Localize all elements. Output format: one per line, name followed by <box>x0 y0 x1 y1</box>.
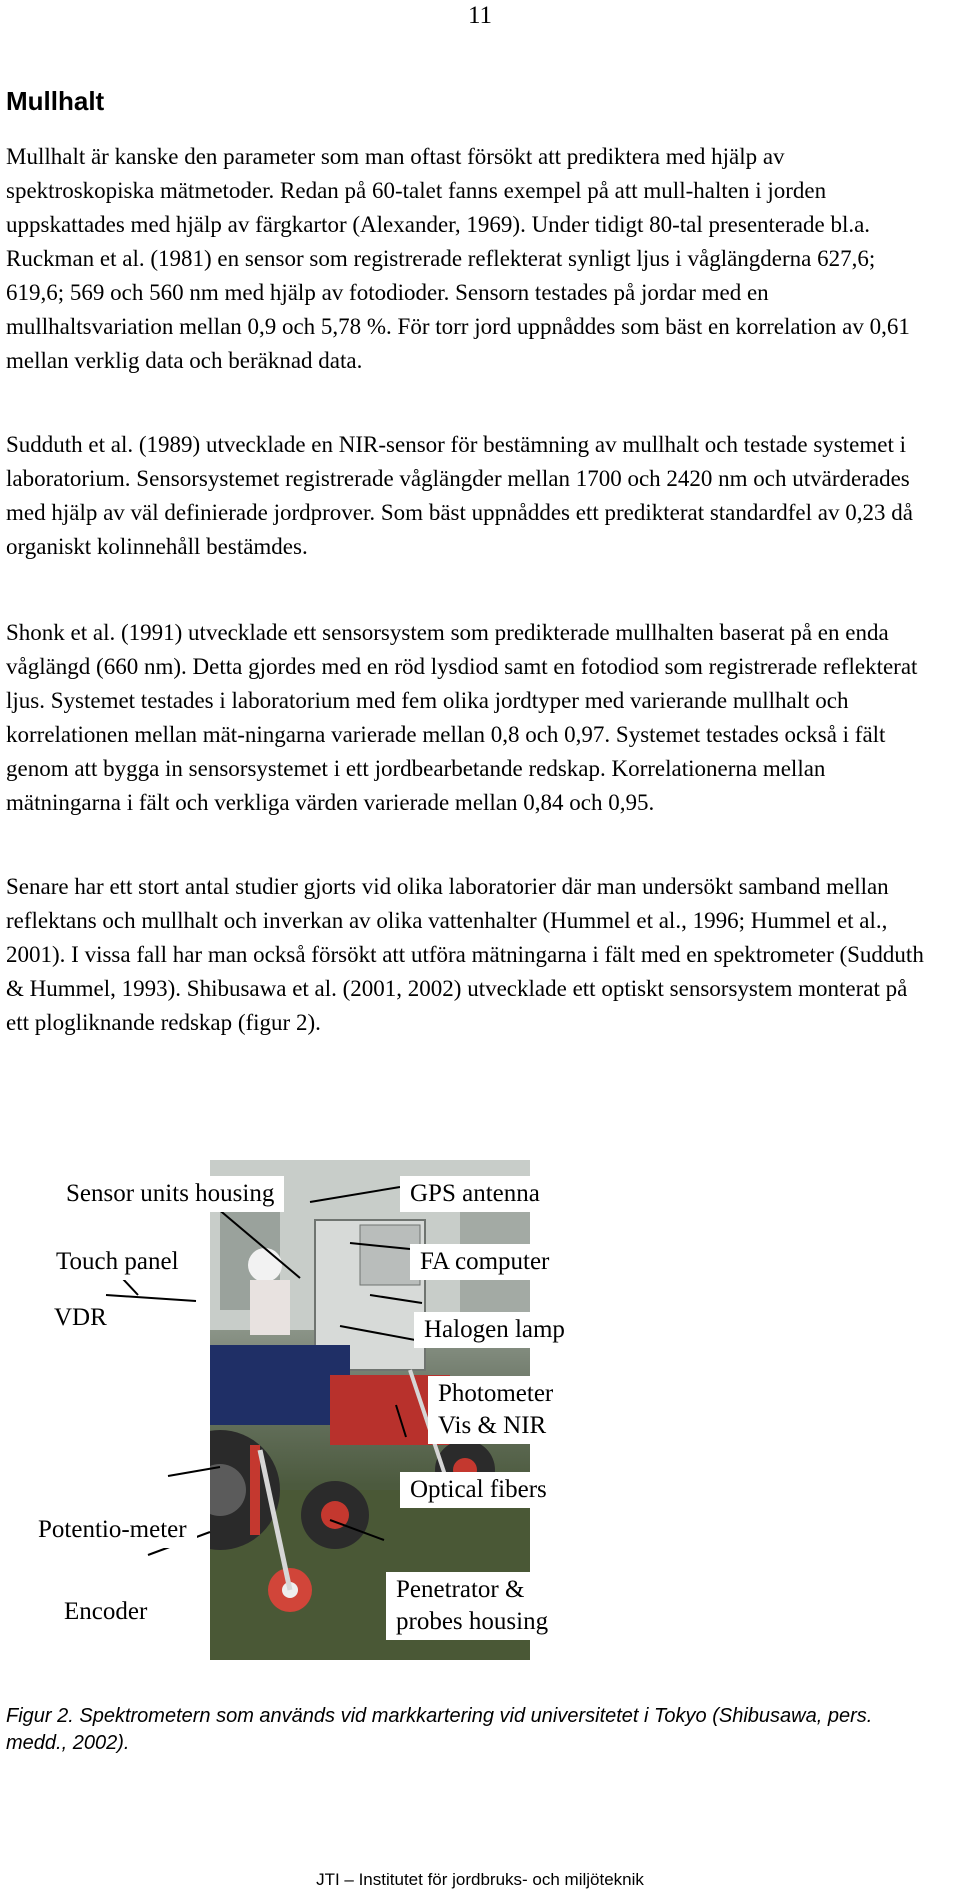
paragraph-3: Shonk et al. (1991) utvecklade ett sensorsystem som predikterade mullhalten baserat på en enda våglängd (660 nm). Detta gjordes med en röd lysdiod samt en fotodiod som registrerade reflekterat ljus. Systemet testades i laboratorium med fem olika jordtyper med varierande mullhalt och korrelationen mellan mät-ningarna varierade mellan 0,8 och 0,97. Systemet testades också i fält genom att bygga in sensorsystemet i ett jordbearbetande redskap. Korrelationerna mellan mätningarna i fält och verkliga värden varierade mellan 0,84 och 0,95. <box>6 620 918 815</box>
paragraph-2: Sudduth et al. (1989) utvecklade en NIR-sensor för bestämning av mullhalt och testade systemet i laboratorium. Sensorsystemet registrerade våglängder mellan 1700 och 2420 nm och utvärderades med hjälp av väl definierade jordprover. Som bäst uppnåddes ett predikterat standardfel av 0,23 då organiskt kolinnehåll bestämdes. <box>6 432 913 559</box>
potentiometer-arm <box>250 1445 260 1535</box>
front-wheel-hub <box>321 1501 349 1529</box>
figure-2 <box>38 1160 714 1660</box>
figure-caption: Figur 2. Spektrometern som används vid markkartering vid universitetet i Tokyo (Shibusawa, pers. medd., 2002). <box>6 1705 873 1754</box>
label-fa-computer: FA computer <box>410 1244 559 1280</box>
section-heading: Mullhalt <box>6 86 105 116</box>
label-vdr: VDR <box>44 1300 117 1336</box>
label-penetrator-line1: Penetrator & <box>396 1576 525 1603</box>
label-gps-antenna: GPS antenna <box>400 1176 550 1212</box>
label-photometer-line1: Photometer <box>438 1380 554 1407</box>
leader-vdr <box>106 1295 196 1301</box>
page-number: 11 <box>467 2 493 29</box>
driver-body <box>250 1280 290 1335</box>
label-penetrator-probes <box>386 1572 558 1640</box>
label-photometer-line2: Vis & NIR <box>438 1412 547 1439</box>
label-penetrator-line2: probes housing <box>396 1608 549 1635</box>
label-halogen-lamp: Halogen lamp <box>414 1312 575 1348</box>
page-footer: JTI – Institutet för jordbruks- och miljöteknik <box>316 1870 644 1889</box>
label-encoder: Encoder <box>54 1594 157 1630</box>
tractor-body <box>210 1345 350 1425</box>
label-photometer <box>428 1376 563 1444</box>
paragraph-1: Mullhalt är kanske den parameter som man oftast försökt att prediktera med hjälp av spektroskopiska mätmetoder. Redan på 60-talet fanns exempel på att mull-halten i jorden uppskattades med hjälp av färgkartor (Alexander, 1969). Under tidigt 80-tal presenterade bl.a. Ruckman et al. (1981) en sensor som registrerade reflekterat synligt ljus i våglängderna 627,6; 619,6; 569 och 560 nm med hjälp av fotodioder. Sensorn testades på jordar med en mullhaltsvariation mellan 0,9 och 5,78 %. För torr jord uppnåddes som bäst en korrelation av 0,61 mellan verklig data och beräknad data. <box>6 144 910 373</box>
driver-helmet <box>248 1248 282 1282</box>
label-potentio-meter: Potentio-meter <box>28 1512 197 1548</box>
label-sensor-units-housing: Sensor units housing <box>56 1176 284 1212</box>
label-optical-fibers: Optical fibers <box>400 1472 557 1508</box>
label-touch-panel: Touch panel <box>46 1244 189 1280</box>
paragraph-4: Senare har ett stort antal studier gjorts vid olika laboratorier där man undersökt samband mellan reflektans och mullhalt och inverkan av olika vattenhalter (Hummel et al., 1996; Hummel et al., 2001). I vissa fall har man också försökt att utföra mätningarna i fält med en spektrometer (Sudduth & Hummel, 1993). Shibusawa et al. (2001, 2002) utvecklade ett optiskt sensorsystem monterat på ett plogliknande redskap (figur 2). <box>6 874 924 1035</box>
